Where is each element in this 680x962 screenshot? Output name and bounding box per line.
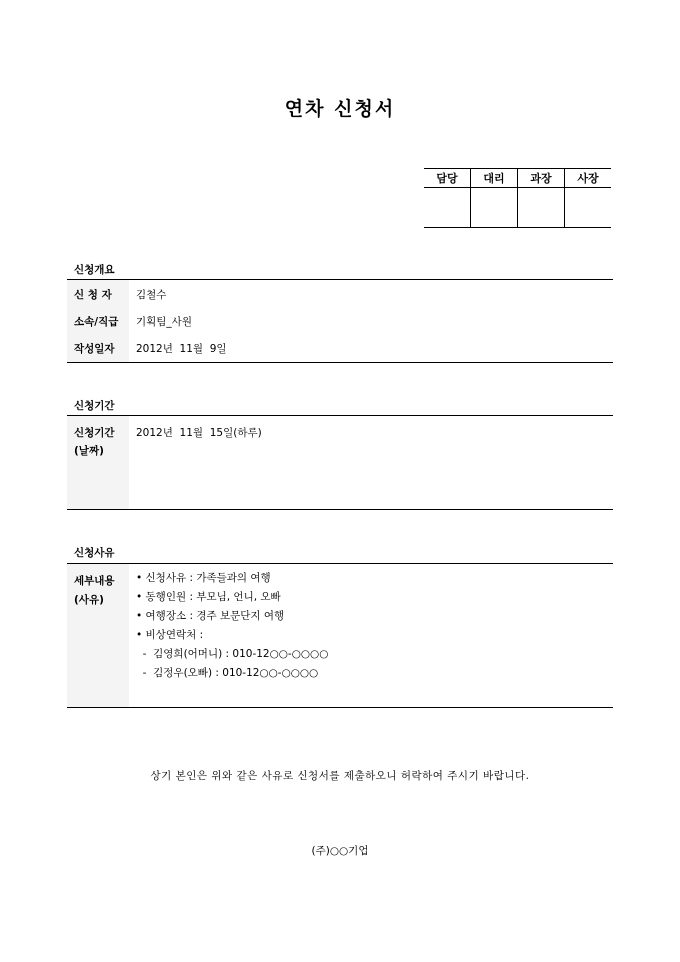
reason-line-contact-mother: - 김영희(어머니) : 010-12○○-○○○○ bbox=[136, 648, 329, 660]
reason-section-title: 신청사유 bbox=[74, 547, 115, 559]
reason-bottom-rule bbox=[67, 707, 613, 708]
period-bottom-rule bbox=[67, 509, 613, 510]
reason-label bbox=[74, 573, 115, 607]
approval-header-row bbox=[424, 169, 611, 188]
period-label bbox=[74, 425, 115, 458]
approval-header-assistant-manager: 대리 bbox=[471, 169, 518, 188]
approval-header-staff: 담당 bbox=[424, 169, 471, 188]
reason-details bbox=[136, 569, 328, 683]
applicant-value: 김철수 bbox=[136, 289, 167, 301]
reason-line-purpose: • 신청사유 : 가족들과의 여행 bbox=[136, 572, 271, 584]
period-value: 2012년 11월 15일(하루) bbox=[136, 427, 262, 439]
reason-label-line1: 세부내용 bbox=[74, 575, 115, 587]
approval-header-president: 사장 bbox=[565, 169, 612, 188]
department-value: 기획팀_사원 bbox=[136, 316, 192, 328]
overview-bottom-rule bbox=[67, 362, 613, 363]
department-label: 소속/직급 bbox=[74, 316, 119, 328]
approval-sign-staff bbox=[424, 188, 471, 228]
reason-top-rule bbox=[67, 563, 613, 564]
period-top-rule bbox=[67, 415, 613, 416]
closing-statement: 상기 본인은 위와 같은 사유로 신청서를 제출하오니 허락하여 주시기 바랍니다. bbox=[150, 770, 530, 782]
approval-sign-assistant-manager bbox=[471, 188, 518, 228]
reason-line-destination: • 여행장소 : 경주 보문단지 여행 bbox=[136, 610, 285, 622]
period-label-line2: (날짜) bbox=[74, 445, 104, 457]
approval-header-manager: 과장 bbox=[518, 169, 565, 188]
overview-top-rule bbox=[67, 279, 613, 280]
overview-section-title: 신청개요 bbox=[74, 264, 115, 276]
approval-stamp-table bbox=[424, 168, 611, 228]
date-written-value: 2012년 11월 9일 bbox=[136, 343, 227, 355]
approval-sign-president bbox=[565, 188, 612, 228]
reason-label-line2: (사유) bbox=[74, 594, 104, 606]
period-section-title: 신청기간 bbox=[74, 400, 115, 412]
applicant-label: 신 청 자 bbox=[74, 289, 112, 301]
period-label-line1: 신청기간 bbox=[74, 427, 115, 439]
approval-sign-manager bbox=[518, 188, 565, 228]
date-written-label: 작성일자 bbox=[74, 343, 115, 355]
document-title: 연차 신청서 bbox=[284, 98, 396, 120]
approval-signature-row bbox=[424, 188, 611, 228]
company-name: (주)○○기업 bbox=[311, 845, 369, 857]
reason-line-contact-brother: - 김정우(오빠) : 010-12○○-○○○○ bbox=[136, 667, 319, 679]
reason-line-emergency-contact: • 비상연락처 : bbox=[136, 629, 204, 641]
reason-line-companions: • 동행인원 : 부모님, 언니, 오빠 bbox=[136, 591, 281, 603]
